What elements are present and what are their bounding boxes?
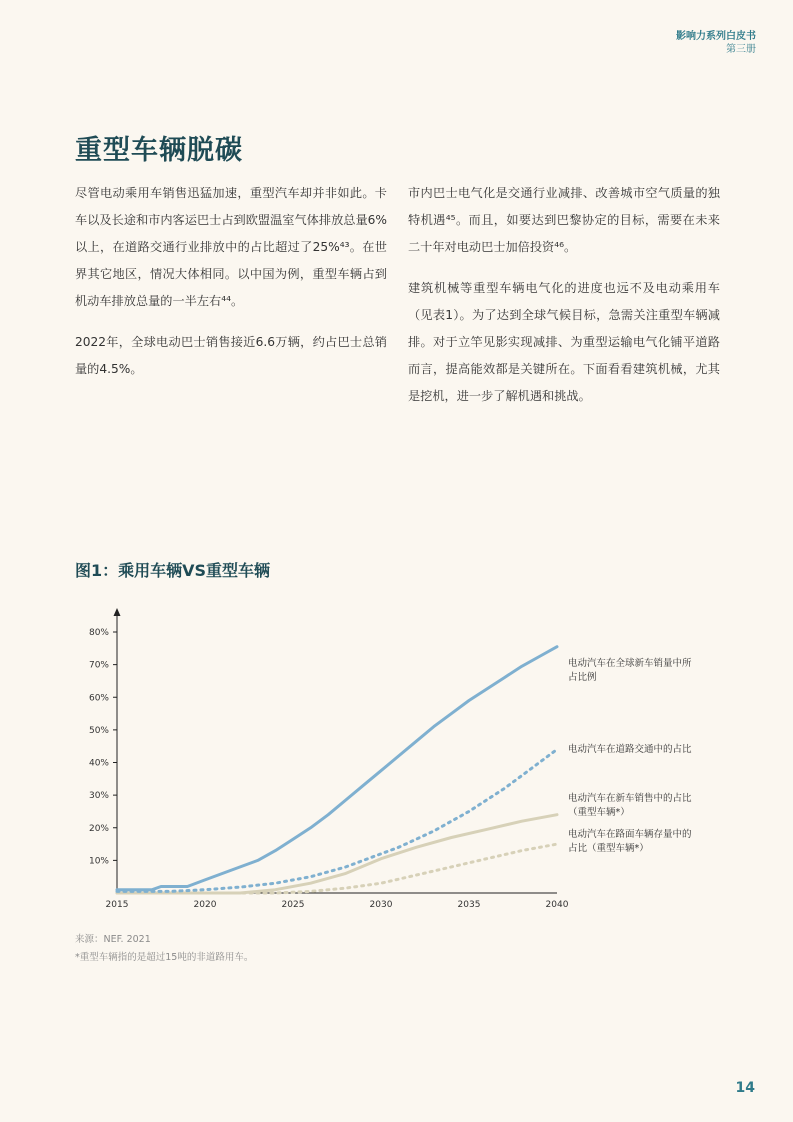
legend-label: 电动汽车在路面车辆存量中的	[568, 829, 692, 840]
series-title: 影响力系列白皮书	[676, 31, 756, 42]
x-tick-label: 2025	[281, 900, 305, 910]
page-number: 14	[735, 1080, 755, 1096]
paragraph: 建筑机械等重型车辆电气化的进度也远不及电动乘用车（见表1）。为了达到全球气候目标，急需关注重型车辆减排。对于立竿见影实现减排、为重型运输电气化铺平道路而言，提高能效都是关键所在。下面看看建筑机械，尤其是挖机，进一步了解机遇和挑战。	[408, 281, 720, 403]
line-chart	[70, 600, 730, 920]
left-column	[75, 180, 387, 397]
x-tick-label: 2040	[545, 900, 569, 910]
footnote: *重型车辆指的是超过15吨的非道路用车。	[75, 952, 254, 963]
y-axis-arrow-icon	[114, 608, 121, 616]
x-tick-label: 2035	[457, 900, 481, 910]
x-tick-label: 2020	[193, 900, 217, 910]
y-tick-label: 70%	[88, 660, 109, 671]
y-tick-label: 40%	[88, 758, 109, 769]
page-header	[676, 30, 756, 56]
paragraph: 市内巴士电气化是交通行业减排、改善城市空气质量的独特机遇⁴⁵。而且，如要达到巴黎协定的目标，需要在未来二十年对电动巴士加倍投资⁴⁶。	[408, 186, 720, 254]
series-line-1	[117, 647, 557, 890]
y-tick-label: 30%	[88, 791, 109, 802]
series-line-2	[117, 749, 557, 891]
figure-title: 图1：乘用车辆VS重型车辆	[75, 561, 271, 580]
y-tick-label: 50%	[88, 725, 109, 736]
legend-label: （重型车辆*）	[568, 807, 630, 818]
y-tick-label: 10%	[88, 856, 109, 867]
y-tick-label: 80%	[88, 628, 109, 638]
y-tick-label: 20%	[88, 823, 109, 834]
legend-label: 电动汽车在新车销售中的占比	[568, 793, 692, 804]
paragraph: 尽管电动乘用车销售迅猛加速，重型汽车却并非如此。卡车以及长途和市内客运巴士占到欧盟温室气体排放总量6%以上，在道路交通行业排放中的占比超过了25%⁴³。在世界其它地区，情况大体相同。以中国为例，重型车辆占到机动车排放总量的一半左右⁴⁴。	[75, 186, 387, 308]
legend-label: 占比（重型车辆*）	[568, 843, 649, 854]
x-tick-label: 2015	[105, 900, 129, 910]
series-line-3	[117, 815, 557, 893]
legend-label: 占比例	[568, 672, 597, 683]
legend-label: 电动汽车在道路交通中的占比	[568, 744, 692, 755]
legend-label: 电动汽车在全球新车销量中所	[568, 658, 692, 669]
section-title: 重型车辆脱碳	[75, 135, 243, 166]
volume-label: 第三册	[726, 44, 756, 55]
paragraph: 2022年，全球电动巴士销售接近6.6万辆，约占巴士总销量的4.5%。	[75, 335, 387, 376]
right-column	[408, 180, 720, 424]
y-tick-label: 60%	[88, 693, 109, 704]
source-note: 来源：NEF. 2021	[75, 934, 151, 945]
x-tick-label: 2030	[369, 900, 393, 910]
